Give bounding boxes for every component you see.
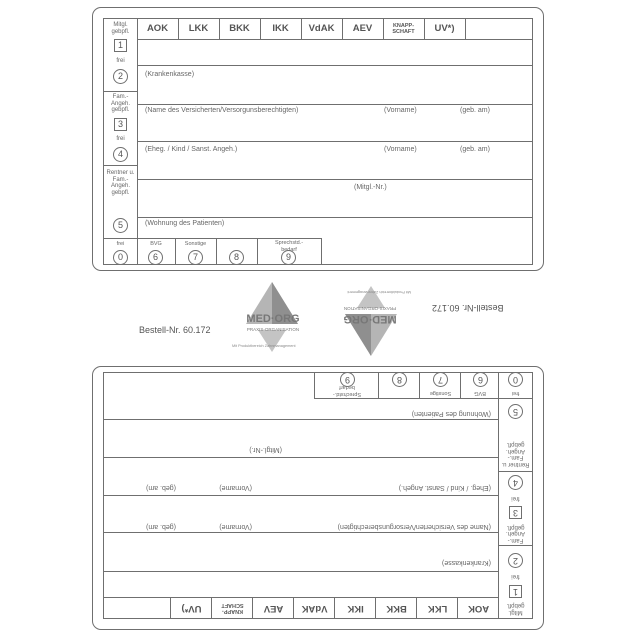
code-label-bvg-2: BVG — [474, 390, 486, 396]
line-2-2 — [104, 532, 499, 533]
code-circle-7-2: 7 — [433, 372, 448, 387]
code-circle-0: 0 — [113, 250, 128, 265]
code-row-2 — [314, 372, 532, 399]
field-geb-am-3: (geb. am) — [146, 523, 176, 530]
code-cell-6-2 — [460, 372, 499, 398]
form-card-bottom — [92, 366, 544, 630]
status-circle-2: 2 — [113, 69, 128, 84]
status-label-mitgl-2: Mitgl. gebpfl. — [506, 602, 525, 615]
status-label-rentner-2: Rentner u. Fam.- Angeh. gebpfl. — [501, 441, 530, 467]
code-label-bvg: BVG — [150, 241, 162, 247]
code-cell-8-2 — [378, 372, 420, 398]
field-vorname-3: (Vorname) — [219, 523, 252, 530]
code-circle-9-2: 9 — [340, 372, 355, 387]
field-eheg-2: (Eheg. / Kind / Sanst. Angeh.) — [398, 484, 491, 491]
insurer-bkk: BKK — [219, 19, 261, 39]
status-circle-5-2: 5 — [508, 404, 523, 419]
status-circle-4-2: 4 — [508, 475, 523, 490]
code-circle-6-2: 6 — [473, 372, 488, 387]
code-circle-9: 9 — [281, 250, 296, 265]
field-mitgl-nr-2: (Mitgl.-Nr.) — [249, 446, 282, 453]
status-label-fam: Fam.- Angeh. gebpfl. — [110, 94, 131, 113]
insurer-aev: AEV — [342, 19, 384, 39]
code-label-sprechstd-2: Sprechstd.- bedarf — [332, 384, 362, 397]
status-label-frei-2: frei — [116, 136, 125, 142]
insurer-ikk-2: IKK — [334, 598, 376, 618]
form-grid-2 — [103, 372, 533, 619]
insurer-lkk-2: LKK — [416, 598, 458, 618]
field-geb-am: (geb. am) — [460, 107, 490, 114]
insurer-row — [137, 19, 532, 40]
field-eheg: (Eheg. / Kind / Sanst. Angeh.) — [145, 146, 238, 153]
line-4-2 — [104, 457, 499, 458]
status-mitglied — [104, 19, 137, 92]
insurer-vdak-2: VdAK — [293, 598, 335, 618]
field-vorname: (Vorname) — [384, 107, 417, 114]
line-3-2 — [104, 495, 499, 496]
insurer-bkk-2: BKK — [375, 598, 417, 618]
code-circle-8-2: 8 — [392, 372, 407, 387]
status-circle-5: 5 — [113, 218, 128, 233]
line-1-2 — [104, 571, 499, 572]
logo-text: MED·ORG — [246, 313, 300, 325]
status-box-3: 3 — [114, 118, 127, 131]
field-geb-am-2: (geb. am) — [460, 146, 490, 153]
status-box-1: 1 — [114, 39, 127, 52]
code-circle-8: 8 — [229, 250, 244, 265]
field-vorname-2: (Vorname) — [384, 146, 417, 153]
logo-text-flipped: MED·ORG — [343, 313, 397, 325]
order-number-left: Bestell-Nr. 60.172 — [139, 325, 211, 335]
status-rentner — [104, 165, 137, 238]
status-rentner-2 — [499, 399, 532, 472]
code-label-frei-2: frei — [511, 390, 520, 396]
code-cell-6 — [137, 239, 176, 265]
line-4 — [137, 179, 532, 180]
card-border — [92, 7, 544, 271]
field-wohnung: (Wohnung des Patienten) — [145, 220, 225, 227]
code-row — [104, 238, 322, 265]
logo-subtitle-flipped: PRAXIS-ORGANISATION — [343, 306, 397, 311]
code-cell-9 — [257, 239, 321, 265]
code-circle-0-2: 0 — [508, 372, 523, 387]
field-geb-am-4: (geb. am) — [146, 484, 176, 491]
logo-small-print: Mit Produktbereich Zahnmanagement — [232, 344, 296, 348]
insurer-aev-2: AEV — [252, 598, 294, 618]
insurer-knappschaft-2: KNAPP- SCHAFT — [211, 598, 253, 618]
logo-right — [305, 278, 425, 358]
insurer-ikk: IKK — [260, 19, 302, 39]
line-5-2 — [104, 419, 499, 420]
status-circle-4: 4 — [113, 147, 128, 162]
code-circle-7: 7 — [188, 250, 203, 265]
field-name-2: (Name des Versicherten/Versorgunsberechtigten) — [337, 523, 491, 530]
status-label-frei-3: frei — [511, 573, 520, 579]
insurer-vdak: VdAK — [301, 19, 343, 39]
field-mitgl-nr: (Mitgl.-Nr.) — [354, 184, 387, 191]
code-cell-0-2 — [498, 372, 532, 398]
code-cell-7 — [175, 239, 217, 265]
status-box-1-2: 1 — [509, 585, 522, 598]
logo-subtitle: PRAXIS-ORGANISATION — [246, 327, 300, 332]
order-number-right: Bestell-Nr. 60.172 — [432, 303, 504, 313]
status-familie — [104, 91, 137, 166]
status-label-rentner: Rentner u. Fam.- Angeh. gebpfl. — [106, 170, 135, 196]
status-label-mitgl: Mitgl. gebpfl. — [111, 22, 130, 35]
code-label-sprechstd: Sprechstd.- bedarf — [274, 240, 304, 253]
insurer-uv-2: UV*) — [170, 598, 212, 618]
code-label-sonstige-2: Sonstige — [429, 390, 452, 396]
line-2 — [137, 104, 532, 105]
line-5 — [137, 217, 532, 218]
code-cell-8 — [216, 239, 258, 265]
insurer-uv: UV*) — [424, 19, 466, 39]
status-familie-2 — [499, 471, 532, 546]
code-label-frei: frei — [116, 241, 125, 247]
code-cell-9-2 — [315, 372, 379, 398]
status-mitglied-2 — [499, 545, 532, 618]
line-1 — [137, 65, 532, 66]
status-box-3-2: 3 — [509, 506, 522, 519]
status-label-frei-4: frei — [511, 495, 520, 501]
status-label-frei: frei — [116, 58, 125, 64]
status-column-2 — [498, 373, 532, 618]
card-border-2 — [92, 366, 544, 630]
field-krankenkasse: (Krankenkasse) — [145, 71, 195, 78]
code-cell-0 — [104, 239, 138, 265]
status-column — [104, 19, 138, 264]
form-card-top — [92, 7, 544, 271]
insurer-row-2 — [104, 597, 499, 618]
insurer-aok: AOK — [137, 19, 179, 39]
line-3 — [137, 141, 532, 142]
insurer-aok-2: AOK — [457, 598, 499, 618]
logo-small-print-flipped: Mit Produktbereich Zahnmanagement — [347, 290, 411, 294]
insurer-lkk: LKK — [178, 19, 220, 39]
field-name: (Name des Versicherten/Versorgunsberechtigten) — [145, 107, 299, 114]
form-grid — [103, 18, 533, 265]
code-label-sonstige: Sonstige — [184, 241, 207, 247]
status-circle-2-2: 2 — [508, 553, 523, 568]
field-wohnung-2: (Wohnung des Patienten) — [411, 410, 491, 417]
status-label-fam-2: Fam.- Angeh. gebpfl. — [505, 524, 526, 543]
field-vorname-4: (Vorname) — [219, 484, 252, 491]
code-circle-6: 6 — [148, 250, 163, 265]
insurer-knappschaft: KNAPP- SCHAFT — [383, 19, 425, 39]
code-cell-7-2 — [419, 372, 461, 398]
field-krankenkasse-2: (Krankenkasse) — [441, 559, 491, 566]
